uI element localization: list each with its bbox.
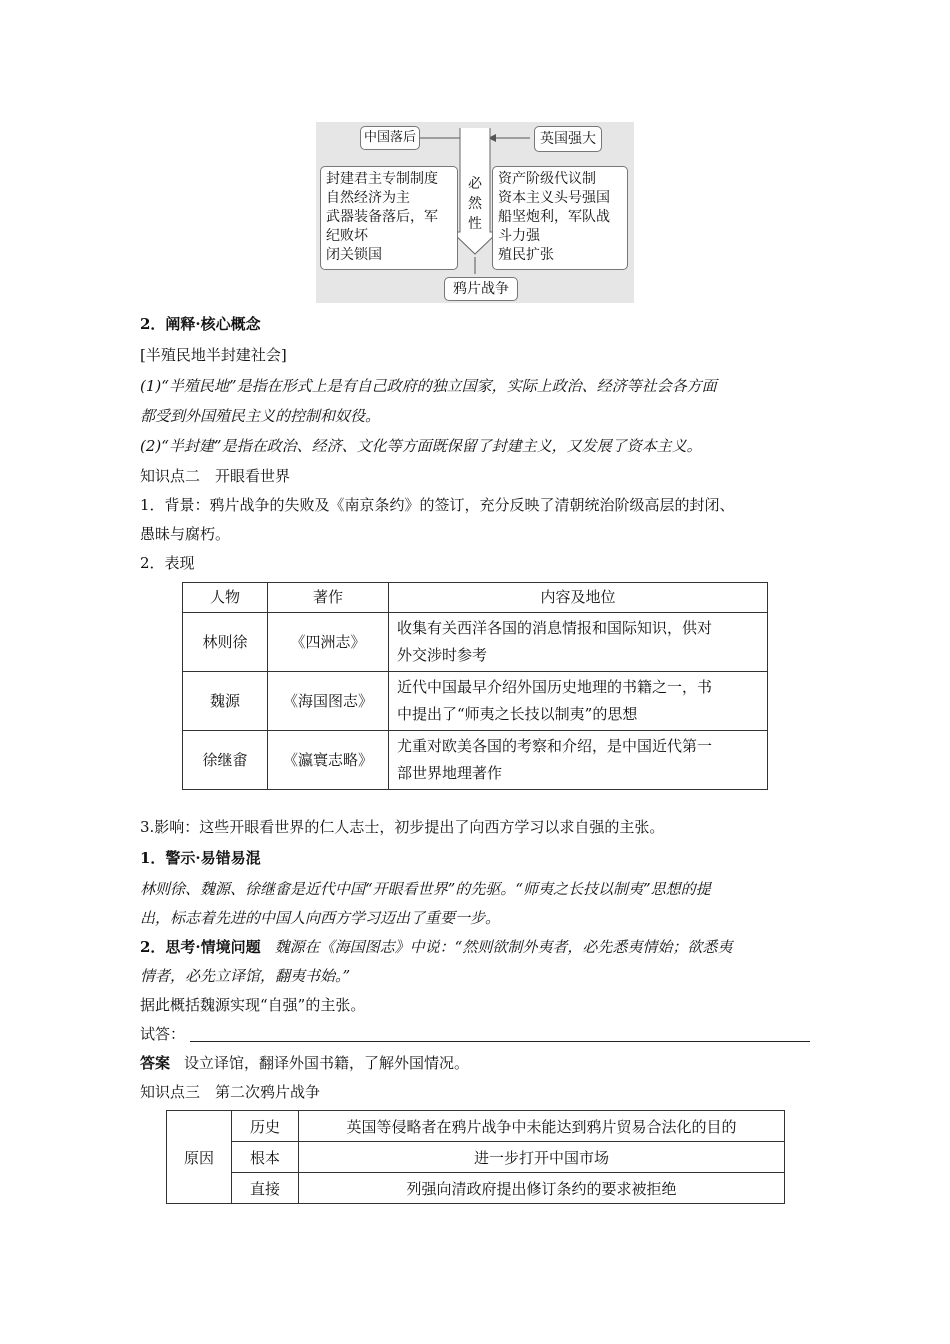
left-item: 自然经济为主 — [326, 190, 410, 206]
content-line: 外交涉时参考 — [397, 646, 488, 664]
cause-diagram — [316, 122, 634, 303]
content-line: 中提出了“师夷之长技以制夷”的思想 — [397, 705, 638, 723]
paragraph: 情者，必先立译馆，翻夷书始。” — [140, 967, 351, 985]
center-label: 必然性 — [468, 176, 482, 232]
table-row — [167, 1111, 785, 1142]
table-row — [183, 672, 768, 731]
table-row — [167, 1173, 785, 1204]
work-cell: 《瀛寰志略》 — [268, 731, 389, 790]
section-heading: 2．思考·情境问题 — [140, 938, 261, 956]
cause-text: 进一步打开中国市场 — [299, 1142, 785, 1173]
right-title: 英国强大 — [540, 131, 596, 147]
right-item: 斗力强 — [498, 228, 540, 244]
paragraph: 出，标志着先进的中国人向西方学习迈出了重要一步。 — [140, 909, 501, 927]
answer-blank-line — [190, 1041, 810, 1042]
quote-text: 魏源在《海国图志》中说：“然则欲制外夷者，必先悉夷情始；欲悉夷 — [274, 938, 733, 956]
cause-type: 根本 — [232, 1142, 299, 1173]
think-line — [140, 937, 732, 957]
row-label: 原因 — [167, 1111, 232, 1204]
paragraph: (2)“半封建”是指在政治、经济、文化等方面既保留了封建主义，又发展了资本主义。 — [140, 437, 702, 455]
left-item: 纪败坏 — [326, 228, 368, 244]
left-item: 闭关锁国 — [326, 247, 382, 263]
left-item: 武器装备落后，军 — [326, 209, 438, 225]
paragraph: 都受到外国殖民主义的控制和奴役。 — [140, 407, 381, 425]
table-row — [167, 1142, 785, 1173]
left-title-box — [360, 126, 420, 150]
content-line: 收集有关西洋各国的消息情报和国际知识，供对 — [397, 619, 713, 637]
work-cell: 《海国图志》 — [268, 672, 389, 731]
thinkers-table — [182, 582, 768, 790]
left-title: 中国落后 — [363, 130, 416, 145]
work-cell: 《四洲志》 — [268, 613, 389, 672]
cause-type: 直接 — [232, 1173, 299, 1204]
content-cell — [389, 613, 768, 672]
question: 据此概括魏源实现“自强”的主张。 — [140, 996, 366, 1014]
paragraph: 1．背景：鸦片战争的失败及《南京条约》的签订，充分反映了清朝统治阶级高层的封闭、 — [140, 496, 735, 514]
left-list-box — [320, 166, 458, 270]
person-cell: 林则徐 — [183, 613, 268, 672]
paragraph: 林则徐、魏源、徐继畬是近代中国“开眼看世界”的先驱。“师夷之长技以制夷”思想的提 — [140, 880, 711, 898]
section-heading: 1．警示·易错易混 — [140, 849, 261, 867]
table-row — [183, 731, 768, 790]
left-item: 封建君主专制制度 — [326, 171, 438, 187]
right-title-box — [534, 126, 602, 152]
right-item: 资本主义头号强国 — [498, 190, 610, 206]
paragraph: 愚昧与腐朽。 — [140, 525, 231, 543]
content-cell — [389, 731, 768, 790]
answer-text: 设立译馆，翻译外国书籍，了解外国情况。 — [184, 1054, 470, 1072]
person-cell: 魏源 — [183, 672, 268, 731]
person-cell: 徐继畬 — [183, 731, 268, 790]
right-list-box — [492, 166, 628, 270]
subheading: 2．表现 — [140, 554, 195, 572]
cause-text: 英国等侵略者在鸦片战争中未能达到鸦片贸易合法化的目的 — [299, 1111, 785, 1142]
paragraph: (1)“半殖民地”是指在形式上是有自己政府的独立国家，实际上政治、经济等社会各方面 — [140, 377, 717, 395]
table-row — [183, 613, 768, 672]
concept-title: [半殖民地半封建社会] — [140, 346, 287, 364]
answer-prompt: 试答： — [140, 1025, 186, 1043]
paragraph: 3.影响：这些开眼看世界的仁人志士，初步提出了向西方学习以求自强的主张。 — [140, 818, 665, 836]
section-heading: 2．阐释·核心概念 — [140, 315, 261, 333]
cause-text: 列强向清政府提出修订条约的要求被拒绝 — [299, 1173, 785, 1204]
content-cell — [389, 672, 768, 731]
table-header-row — [183, 583, 768, 613]
bottom-label: 鸦片战争 — [453, 281, 509, 297]
answer-line — [140, 1053, 469, 1073]
table-header: 人物 — [183, 583, 268, 613]
content-line: 部世界地理著作 — [397, 764, 503, 782]
content-line: 近代中国最早介绍外国历史地理的书籍之一，书 — [397, 678, 713, 696]
cause-type: 历史 — [232, 1111, 299, 1142]
content-line: 尤重对欧美各国的考察和介绍，是中国近代第一 — [397, 737, 713, 755]
knowledge-point-title: 知识点二 开眼看世界 — [140, 467, 291, 485]
knowledge-point-title: 知识点三 第二次鸦片战争 — [140, 1083, 321, 1101]
right-item: 资产阶级代议制 — [498, 171, 596, 187]
bottom-box — [444, 277, 518, 301]
right-item: 殖民扩张 — [498, 247, 554, 263]
causes-table — [166, 1110, 785, 1204]
right-item: 船坚炮利，军队战 — [498, 209, 610, 225]
answer-label: 答案 — [140, 1054, 171, 1072]
table-header: 内容及地位 — [389, 583, 768, 613]
table-header: 著作 — [268, 583, 389, 613]
